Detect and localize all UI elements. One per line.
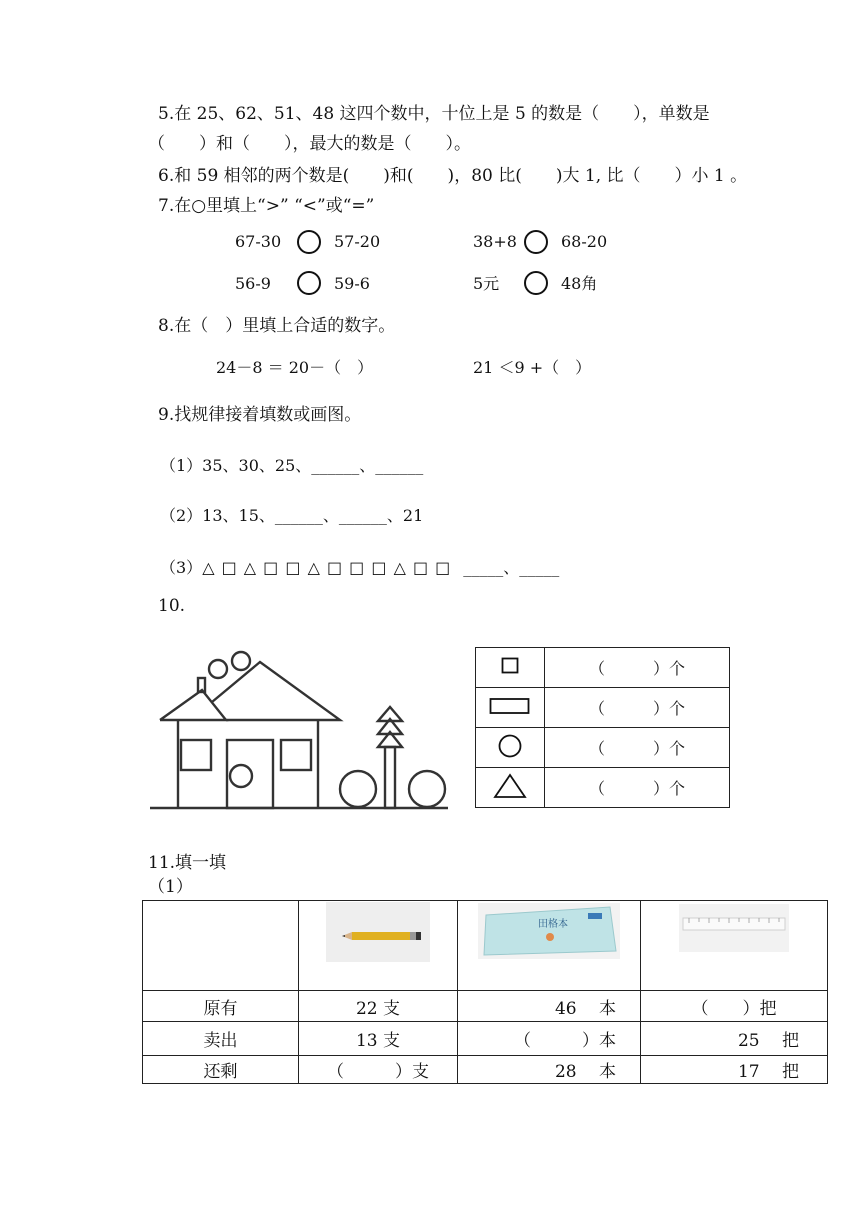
ruler-cell (641, 901, 828, 991)
compare-circle[interactable] (524, 230, 548, 254)
row-label: 卖出 (143, 1022, 299, 1056)
compare-left: 56-9 (235, 274, 271, 293)
question-6: 6.和 59 相邻的两个数是( )和( )，80 比( )大 1, 比（ ）小 1 。 (158, 166, 748, 186)
image-row (143, 901, 828, 991)
compare-right: 48角 (561, 274, 598, 293)
ruler-value: 25 把 (641, 1022, 828, 1056)
triangle-count[interactable]: （ ）个 (545, 768, 730, 808)
notebook-cell (458, 901, 641, 991)
house-drawing (148, 648, 450, 814)
shape-row (476, 768, 730, 808)
pencil-icon (326, 902, 430, 962)
compare-right: 59-6 (334, 274, 370, 293)
square-count[interactable]: （ ）个 (545, 648, 730, 688)
pattern-3-shapes: △ □ △ □ □ △ □ □ □ △ □ □ (202, 558, 452, 577)
table-row (143, 1022, 828, 1056)
table-row (143, 991, 828, 1022)
ruler-icon (679, 904, 789, 952)
question-5-line1: 5.在 25、62、51、48 这四个数中，十位上是 5 的数是（ ），单数是 (158, 104, 710, 124)
pattern-3-prefix: （3） (160, 558, 203, 577)
pattern-1: （1）35、30、25、______、______ (160, 456, 424, 475)
question-10-title: 10. (158, 596, 186, 616)
circle-count[interactable]: （ ）个 (545, 728, 730, 768)
compare-left: 5元 (473, 274, 500, 293)
square-icon (476, 648, 545, 688)
notebook-value: 46 本 (458, 991, 641, 1022)
question-11-sub: （1） (148, 877, 193, 897)
notebook-icon (478, 903, 620, 959)
compare-right: 57-20 (334, 232, 381, 251)
shape-row (476, 648, 730, 688)
pattern-3 (160, 558, 559, 578)
pattern-2: （2）13、15、______、______、21 (160, 506, 424, 525)
pencil-value: 22 支 (299, 991, 458, 1022)
question-11-title: 11.填一填 (148, 853, 227, 873)
stationery-table (142, 900, 828, 1084)
rectangle-count[interactable]: （ ）个 (545, 688, 730, 728)
question-5-line2: （ ）和（ ），最大的数是（ ）。 (148, 134, 471, 154)
question-8-expr1: 24－8 ＝ 20－（ ） (216, 358, 374, 377)
pattern-3-blanks: _____、_____ (463, 558, 560, 577)
row-label: 还剩 (143, 1056, 299, 1084)
compare-circle[interactable] (524, 271, 548, 295)
question-9-title: 9.找规律接着填数或画图。 (158, 405, 362, 425)
ruler-value[interactable]: （ ）把 (641, 991, 828, 1022)
pencil-value[interactable]: （ ）支 (299, 1056, 458, 1084)
notebook-value[interactable]: （ ）本 (458, 1022, 641, 1056)
compare-left: 38+8 (473, 232, 517, 251)
shape-count-table (475, 647, 730, 808)
empty-header-cell (143, 901, 299, 991)
shape-row (476, 728, 730, 768)
question-8-expr2: 21 ＜9 +（ ） (473, 358, 592, 377)
triangle-icon (476, 768, 545, 808)
compare-circle[interactable] (297, 271, 321, 295)
compare-left: 67-30 (235, 232, 282, 251)
compare-right: 68-20 (561, 232, 608, 251)
notebook-value: 28 本 (458, 1056, 641, 1084)
pencil-cell (299, 901, 458, 991)
compare-circle[interactable] (297, 230, 321, 254)
pencil-value: 13 支 (299, 1022, 458, 1056)
row-label: 原有 (143, 991, 299, 1022)
rectangle-icon (476, 688, 545, 728)
notebook-cover-text: 田格本 (538, 918, 568, 930)
question-7-title: 7.在○里填上“>” “<”或“=” (158, 196, 375, 216)
ruler-value: 17 把 (641, 1056, 828, 1084)
question-8-title: 8.在（ ）里填上合适的数字。 (158, 316, 396, 336)
table-row (143, 1056, 828, 1084)
circle-icon (476, 728, 545, 768)
shape-row (476, 688, 730, 728)
